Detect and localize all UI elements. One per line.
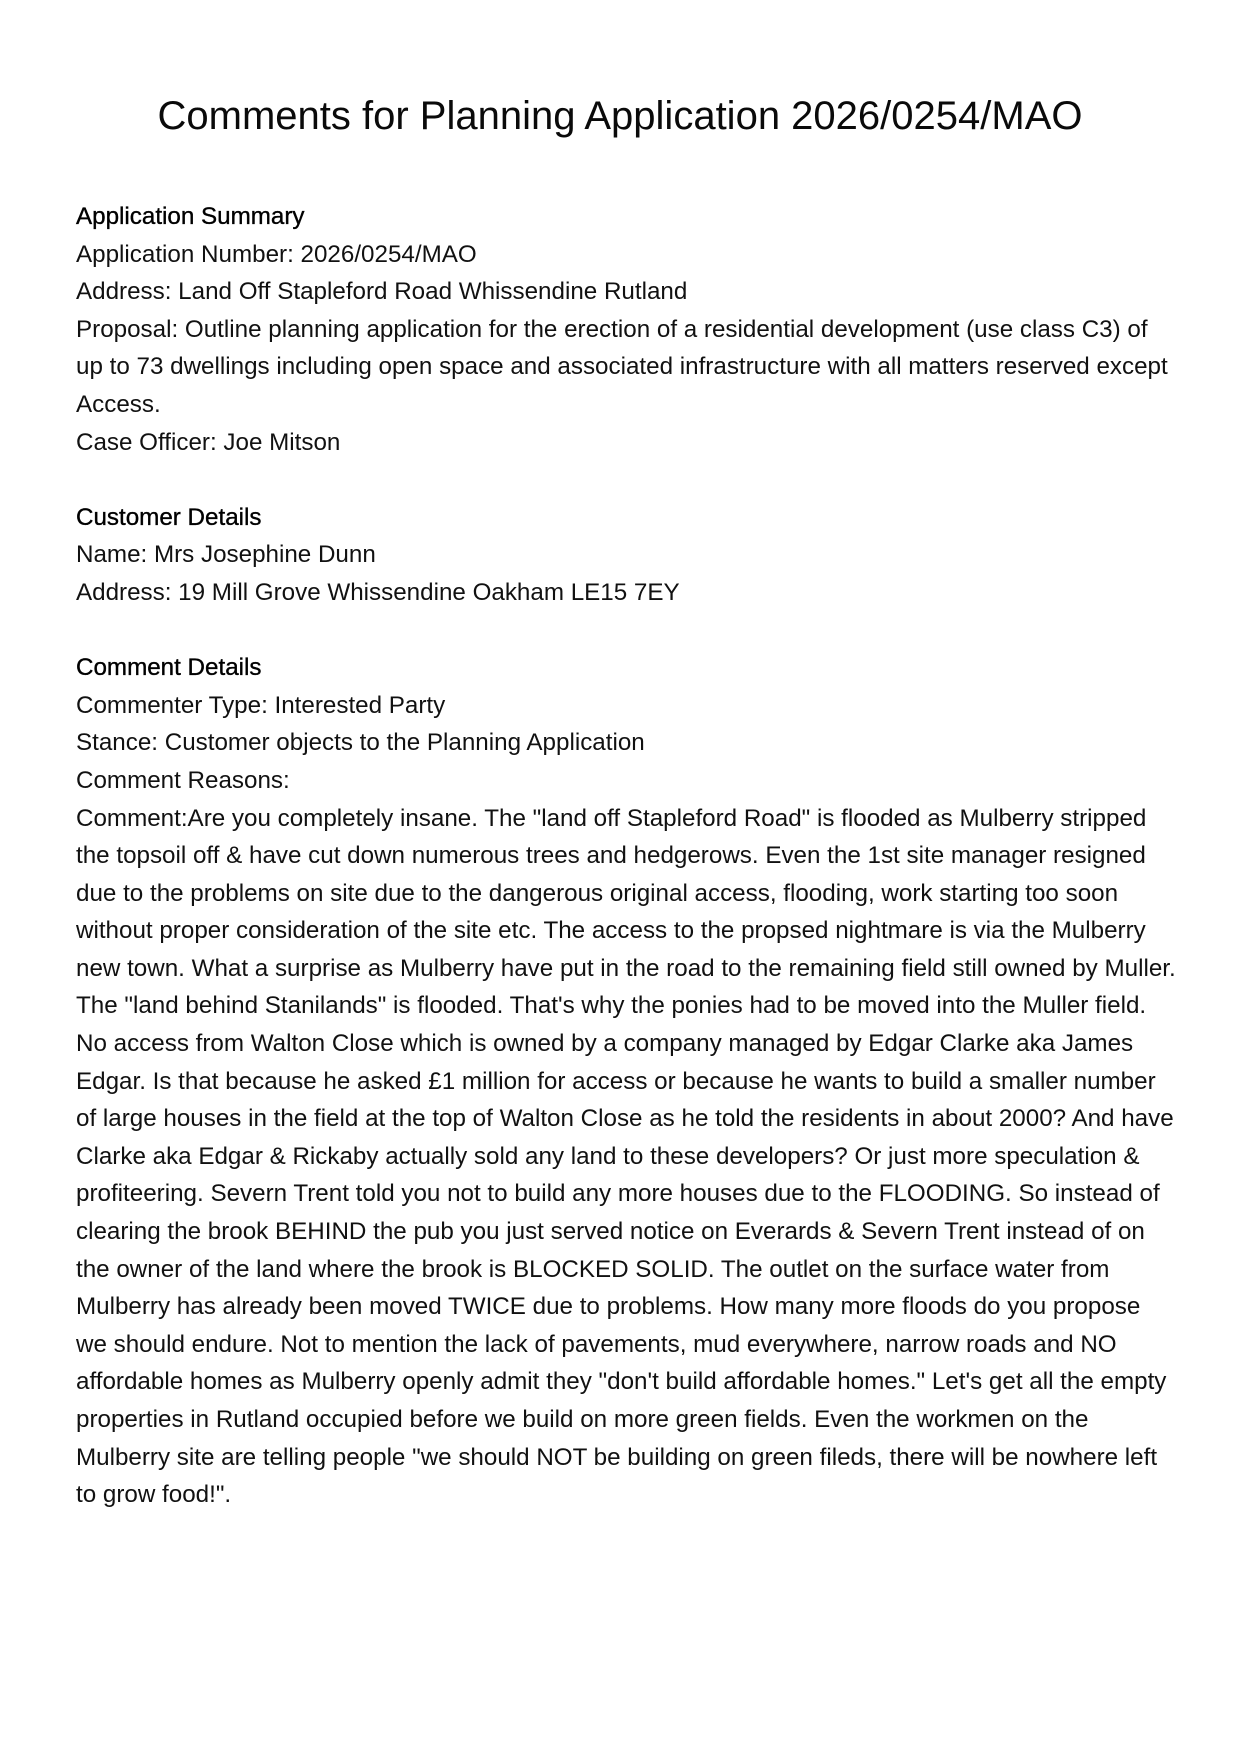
customer-details-section [76, 499, 1176, 612]
comment-details-section [76, 649, 1176, 1514]
comment-reasons: Comment Reasons: [76, 766, 290, 794]
commenter-type: Commenter Type: Interested Party [76, 691, 446, 719]
application-address: Address: Land Off Stapleford Road Whissendine Rutland [76, 278, 688, 306]
customer-details-heading: Customer Details [76, 503, 262, 531]
page-title: Comments for Planning Application 2026/0254/MAO [157, 94, 1083, 138]
application-number: Application Number: 2026/0254/MAO [76, 240, 477, 268]
comment-text: Comment:Are you completely insane. The "land off Stapleford Road" is flooded as Mulberry stripped the topsoil off & have cut down numerous trees and hedgerows. Even the 1st site manager resigned due to the problems on site due to the dangerous original access, flooding, work starting too soon without proper consideration of the site etc. The access to the propsed nightmare is via the Mulberry new town. What a surprise as Mulberry have put in the road to the remaining field still owned by Muller. The "land behind Stanilands" is flooded. That's why the ponies had to be moved into the Muller field. No access from Walton Close which is owned by a company managed by Edgar Clarke aka James Edgar. Is that because he asked £1 million for access or because he wants to build a smaller number of large houses in the field at the top of Walton Close as he told the residents in about 2000? And have Clarke aka Edgar & Rickaby actually sold any land to these developers? Or just more speculation & profiteering. Severn Trent told you not to build any more houses due to the FLOODING. So instead of clearing the brook BEHIND the pub you just served notice on Everards & Severn Trent instead of on the owner of the land where the brook is BLOCKED SOLID. The outlet on the surface water from Mulberry has already been moved TWICE due to problems. How many more floods do you propose we should endure. Not to mention the lack of pavements, mud everywhere, narrow roads and NO affordable homes as Mulberry openly admit they "don't build affordable homes." Let's get all the empty properties in Rutland occupied before we build on more green fields. Even the workmen on the Mulberry site are telling people "we should NOT be building on green fileds, there will be nowhere left to grow food!". [76, 804, 1176, 1509]
comment-details-heading: Comment Details [76, 654, 262, 682]
application-proposal: Proposal: Outline planning application for the erection of a residential development (use class C3) of up to 73 dwellings including open space and associated infrastructure with all matters reserved except Access. [76, 315, 1168, 418]
case-officer: Case Officer: Joe Mitson [76, 428, 341, 456]
comment-stance: Stance: Customer objects to the Planning Application [76, 729, 645, 757]
document-body [76, 198, 1176, 1514]
customer-name: Name: Mrs Josephine Dunn [76, 541, 376, 569]
application-summary-section [76, 198, 1176, 461]
customer-address: Address: 19 Mill Grove Whissendine Oakham LE15 7EY [76, 578, 680, 606]
application-summary-heading: Application Summary [76, 203, 305, 230]
